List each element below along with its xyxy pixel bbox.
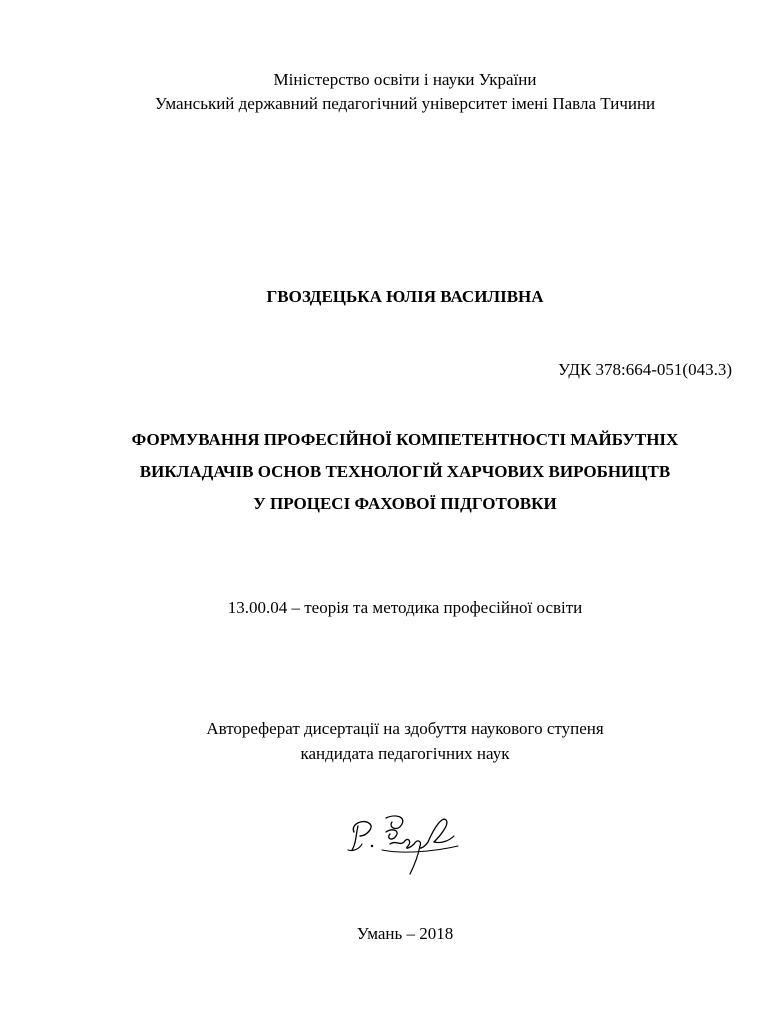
- ministry-name: Міністерство освіти і науки України: [273, 70, 537, 89]
- author-name: ГВОЗДЕЦЬКА ЮЛІЯ ВАСИЛІВНА: [266, 287, 544, 306]
- udc-code: УДК 378:664-051(043.3): [558, 360, 732, 379]
- thesis-title-line-3: У ПРОЦЕСІ ФАХОВОЇ ПІДГОТОВКИ: [253, 494, 557, 513]
- thesis-title-line-2: ВИКЛАДАЧІВ ОСНОВ ТЕХНОЛОГІЙ ХАРЧОВИХ ВИРОБНИЦТВ: [139, 462, 671, 481]
- university-name: Уманський державний педагогічний університет імені Павла Тичини: [154, 94, 656, 113]
- city-and-year: Умань – 2018: [356, 924, 454, 943]
- abstract-description-line-2: кандидата педагогічних наук: [300, 744, 510, 763]
- signature-icon: [342, 806, 462, 882]
- abstract-description-line-1: Автореферат дисертації на здобуття наукового ступеня: [206, 719, 604, 738]
- specialty-code: 13.00.04 – теорія та методика професійної освіти: [227, 598, 583, 617]
- thesis-title-line-1: ФОРМУВАННЯ ПРОФЕСІЙНОЇ КОМПЕТЕНТНОСТІ МАЙБУТНІХ: [131, 430, 679, 449]
